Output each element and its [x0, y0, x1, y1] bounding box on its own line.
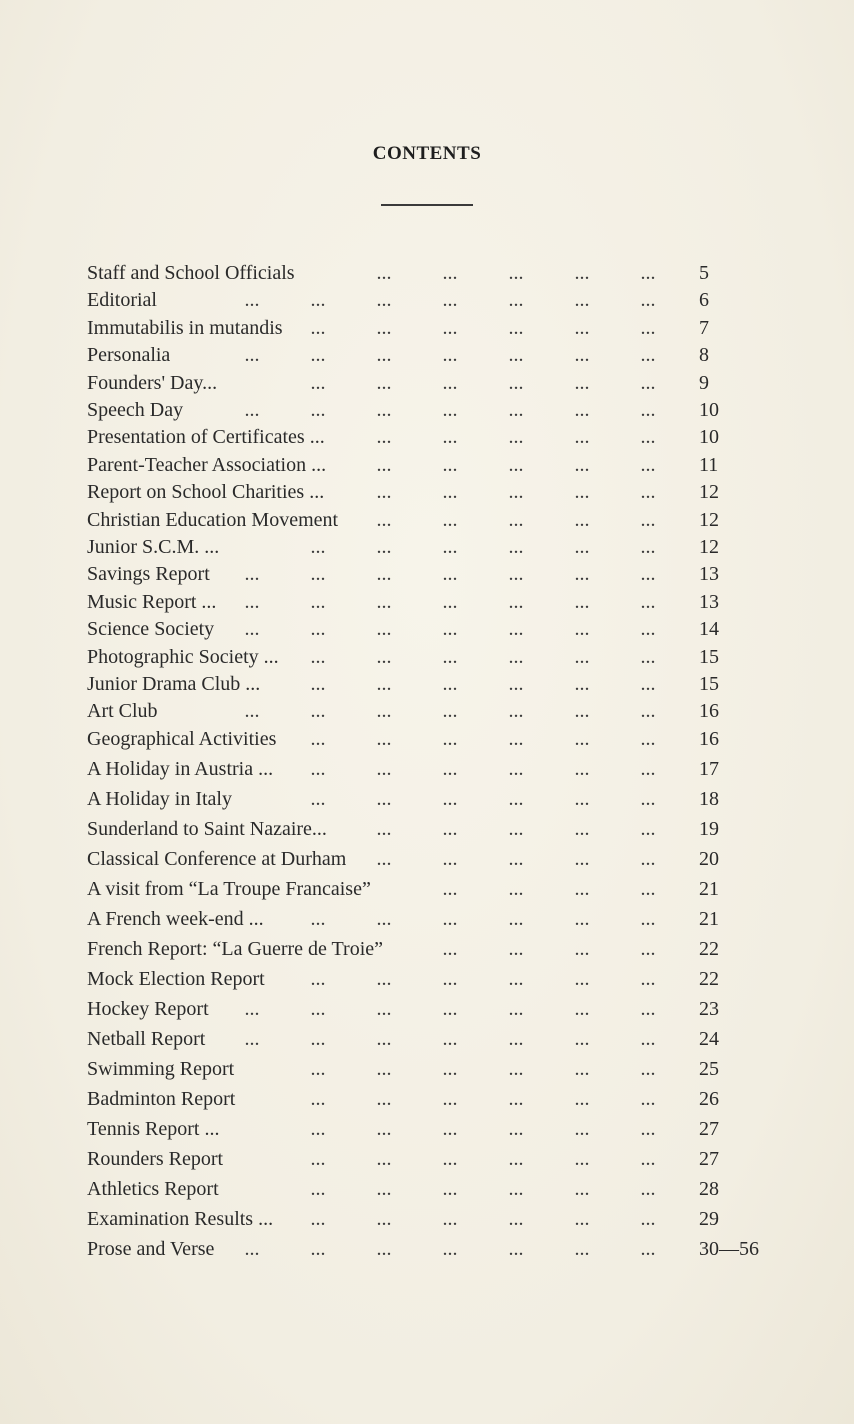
toc-entry: [87, 994, 777, 1024]
toc-entry: [87, 505, 777, 535]
dot-leader: ... ... ... ... ...: [376, 847, 656, 870]
toc-entry-page: 27: [699, 1117, 719, 1140]
toc-entry-title: Sunderland to Saint Nazaire...: [87, 817, 327, 840]
toc-entry-page: 27: [699, 1147, 719, 1170]
dot-leader: ... ... ... ... ... ...: [310, 727, 656, 750]
dot-leader: ... ... ... ... ... ... ...: [244, 1027, 656, 1050]
toc-entry-page: 17: [699, 757, 719, 780]
toc-entry: [87, 477, 777, 507]
toc-entry-title: Founders' Day...: [87, 371, 218, 394]
toc-entry: [87, 1144, 777, 1174]
toc-entry-title: Examination Results ...: [87, 1207, 274, 1230]
toc-entry-page: 12: [699, 481, 719, 504]
toc-entry-page: 13: [699, 590, 719, 613]
toc-entry-title: Classical Conference at Durham: [87, 847, 347, 870]
toc-entry-title: Rounders Report: [87, 1147, 224, 1170]
title-divider: [381, 204, 473, 206]
toc-entry: [87, 874, 777, 904]
toc-entry-title: Presentation of Certificates ...: [87, 426, 325, 449]
dot-leader: ... ... ... ... ... ...: [310, 673, 656, 695]
page-title: CONTENTS: [372, 143, 482, 164]
toc-entry-page: 23: [699, 997, 719, 1020]
toc-entry: [87, 1024, 777, 1054]
dot-leader: ... ... ... ... ... ...: [310, 1087, 656, 1110]
toc-entry-title: Report on School Charities ...: [87, 481, 325, 504]
toc-entry: [87, 395, 777, 425]
dot-leader: ... ... ... ... ... ...: [310, 907, 656, 930]
dot-leader: ... ... ... ... ...: [376, 262, 656, 284]
toc-entry: [87, 1114, 777, 1144]
dot-leader: ... ... ... ... ... ...: [310, 1117, 656, 1140]
toc-entry-title: Junior Drama Club ...: [87, 673, 261, 695]
toc-entry: [87, 844, 777, 874]
toc-entry: [87, 313, 777, 343]
toc-entry-page: 12: [699, 536, 719, 558]
toc-entry-page: 20: [699, 847, 719, 870]
toc-entry: [87, 1084, 777, 1114]
toc-entry-title: Editorial: [87, 289, 157, 312]
toc-entry: [87, 340, 777, 370]
toc-entry-title: French Report: “La Guerre de Troie”: [87, 937, 384, 960]
toc-entry: [87, 285, 777, 315]
toc-entry: [87, 814, 777, 844]
toc-entry: [87, 642, 777, 672]
toc-entry-page: 22: [699, 937, 719, 960]
toc-entry: [87, 964, 777, 994]
toc-entry-page: 21: [699, 877, 719, 900]
toc-entry: [87, 724, 777, 754]
dot-leader: ... ... ... ...: [442, 877, 656, 900]
toc-entry: [87, 754, 777, 784]
toc-entry: [87, 669, 777, 699]
toc-entry-title: Savings Report: [87, 563, 210, 586]
toc-entry-page: 24: [699, 1027, 719, 1050]
toc-entry: [87, 587, 777, 617]
toc-entry-title: Photographic Society ...: [87, 645, 279, 668]
toc-entry: [87, 696, 777, 726]
toc-entry-title: A Holiday in Austria ...: [87, 757, 274, 780]
toc-entry: [87, 1204, 777, 1234]
toc-entry-page: 30—56: [699, 1237, 759, 1260]
toc-entry-title: Mock Election Report: [87, 967, 265, 990]
toc-entry: [87, 1174, 777, 1204]
toc-entry-title: Badminton Report: [87, 1087, 236, 1110]
toc-entry-page: 26: [699, 1087, 719, 1110]
dot-leader: ... ... ... ...: [442, 937, 656, 960]
toc-entry: [87, 450, 777, 480]
dot-leader: ... ... ... ... ...: [376, 453, 656, 476]
dot-leader: ... ... ... ... ... ...: [310, 757, 656, 780]
toc-entry-page: 13: [699, 563, 719, 586]
toc-entry-title: Speech Day: [87, 399, 184, 421]
dot-leader: ... ... ... ... ... ... ...: [244, 344, 656, 367]
toc-entry-title: Hockey Report: [87, 997, 209, 1020]
dot-leader: ... ... ... ... ... ...: [310, 536, 656, 558]
dot-leader: ... ... ... ... ... ... ...: [244, 997, 656, 1020]
toc-entry-page: 21: [699, 907, 719, 930]
toc-entry-page: 29: [699, 1207, 719, 1230]
toc-entry: [87, 559, 777, 589]
toc-entry: [87, 1054, 777, 1084]
toc-entry-title: Athletics Report: [87, 1177, 219, 1200]
toc-entry-title: Christian Education Movement: [87, 508, 339, 531]
toc-entry-title: Junior S.C.M. ...: [87, 536, 220, 558]
toc-entry-page: 10: [699, 426, 719, 449]
toc-entry-title: Netball Report: [87, 1027, 206, 1050]
toc-entry-title: Tennis Report ...: [87, 1117, 220, 1140]
dot-leader: ... ... ... ... ... ... ...: [244, 590, 656, 613]
toc-entry-page: 16: [699, 700, 719, 723]
toc-entry-page: 5: [699, 262, 709, 284]
dot-leader: ... ... ... ... ... ...: [310, 371, 656, 394]
toc-entry-page: 14: [699, 618, 719, 641]
dot-leader: ... ... ... ... ... ...: [310, 1177, 656, 1200]
dot-leader: ... ... ... ... ... ... ...: [244, 399, 656, 421]
toc-entry-page: 25: [699, 1057, 719, 1080]
toc-entry-page: 22: [699, 967, 719, 990]
toc-entry-title: A French week-end ...: [87, 907, 264, 930]
toc-entry-page: 15: [699, 645, 719, 668]
toc-entry-page: 6: [699, 289, 709, 312]
toc-entry: [87, 784, 777, 814]
dot-leader: ... ... ... ... ... ... ...: [244, 618, 656, 641]
toc-entry-title: Music Report ...: [87, 590, 217, 613]
toc-entry-page: 16: [699, 727, 719, 750]
dot-leader: ... ... ... ... ... ...: [310, 316, 656, 339]
toc-entry-title: Prose and Verse: [87, 1237, 215, 1260]
toc-entry-page: 11: [699, 453, 719, 476]
toc-entry-title: A visit from “La Troupe Francaise”: [87, 877, 371, 900]
toc-entry-page: 9: [699, 371, 709, 394]
toc-entry-page: 15: [699, 673, 719, 695]
dot-leader: ... ... ... ... ...: [376, 481, 656, 504]
toc-entry-title: Staff and School Officials: [87, 262, 295, 284]
toc-entry-page: 12: [699, 508, 719, 531]
toc-entry-page: 19: [699, 817, 719, 840]
toc-entry-page: 10: [699, 399, 719, 421]
toc-entry: [87, 904, 777, 934]
toc-entry: [87, 532, 777, 562]
toc-entry: [87, 368, 777, 398]
toc-entry-title: Science Society: [87, 618, 215, 641]
toc-entry: [87, 258, 777, 288]
dot-leader: ... ... ... ... ...: [376, 508, 656, 531]
dot-leader: ... ... ... ... ... ...: [310, 967, 656, 990]
dot-leader: ... ... ... ... ... ...: [310, 787, 656, 810]
toc-entry-page: 28: [699, 1177, 719, 1200]
toc-entry-page: 7: [699, 316, 709, 339]
dot-leader: ... ... ... ... ... ...: [310, 1147, 656, 1170]
dot-leader: ... ... ... ... ...: [376, 426, 656, 449]
toc-entry: [87, 1234, 777, 1264]
dot-leader: ... ... ... ... ... ...: [310, 645, 656, 668]
toc-entry-title: Personalia: [87, 344, 171, 367]
dot-leader: ... ... ... ... ... ... ...: [244, 289, 656, 312]
toc-entry-title: A Holiday in Italy: [87, 787, 232, 810]
toc-entry-title: Swimming Report: [87, 1057, 235, 1080]
toc-entry: [87, 614, 777, 644]
toc-entry-title: Geographical Activities: [87, 727, 277, 750]
toc-entry-title: Art Club: [87, 700, 158, 723]
toc-entry: [87, 422, 777, 452]
dot-leader: ... ... ... ... ...: [376, 817, 656, 840]
toc-entry-title: Parent-Teacher Association ...: [87, 453, 327, 476]
dot-leader: ... ... ... ... ... ...: [310, 1207, 656, 1230]
toc-entry: [87, 934, 777, 964]
dot-leader: ... ... ... ... ... ... ...: [244, 700, 656, 723]
dot-leader: ... ... ... ... ... ...: [310, 1057, 656, 1080]
toc-entry-title: Immutabilis in mutandis: [87, 316, 283, 339]
toc-entry-page: 8: [699, 344, 709, 367]
dot-leader: ... ... ... ... ... ... ...: [244, 563, 656, 586]
dot-leader: ... ... ... ... ... ... ...: [244, 1237, 656, 1260]
toc-entry-page: 18: [699, 787, 719, 810]
